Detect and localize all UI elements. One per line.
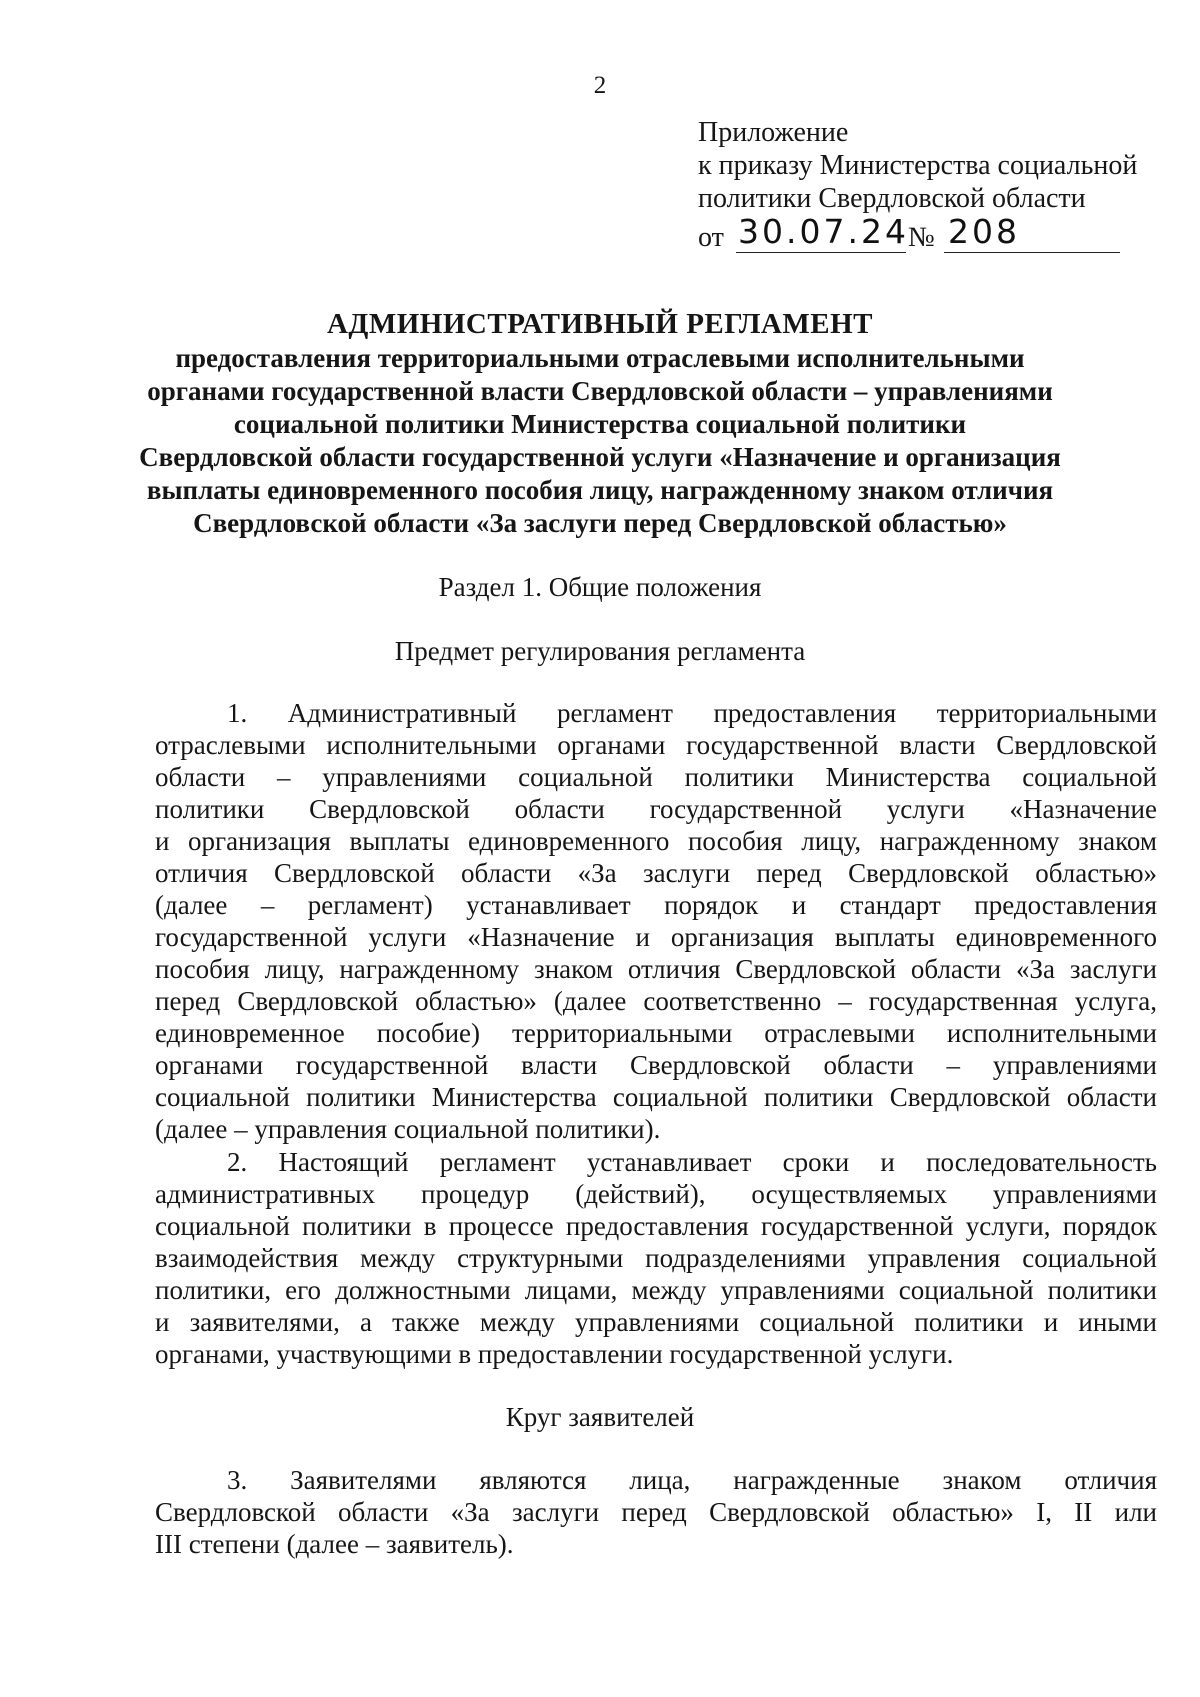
page-number: 2 [593,72,607,99]
paragraph-3 [155,1464,1157,1560]
section-heading: Раздел 1. Общие положения [438,572,762,602]
paragraph-line: социальной политики в процессе предоставления государственной услуги, порядок [155,1211,1157,1241]
paragraph-line: и организация выплаты единовременного пособия лицу, награжденному знаком [155,826,1157,856]
appendix-line-2: к приказу Министерства социальной [698,150,1138,181]
date-underline [736,252,906,253]
title-line: выплаты единовременного пособия лицу, награжденному знаком отличия [146,475,1054,505]
number-sign: № [908,222,935,253]
paragraph-line: (далее – регламент) устанавливает порядок и стандарт предоставления [155,890,1157,920]
paragraph-1 [155,697,1157,1145]
paragraph-line: (далее – управления социальной политики). [155,1114,661,1144]
paragraph-line: отраслевыми исполнительными органами государственной власти Свердловской [155,730,1157,760]
paragraph-2 [155,1146,1157,1370]
subheading-subject: Предмет регулирования регламента [394,636,806,666]
paragraph-line: отличия Свердловской области «За заслуги перед Свердловской областью» [155,858,1157,888]
order-date-line [698,212,1158,255]
paragraph-line: политики Свердловской области государственной услуги «Назначение [155,794,1157,824]
paragraph-line: пособия лицу, награжденному знаком отличия Свердловской области «За заслуги [155,954,1157,984]
subheading-applicants: Круг заявителей [505,1402,695,1432]
paragraph-line: органами, участвующими в предоставлении государственной услуги. [155,1339,954,1369]
paragraph-line: органами государственной власти Свердловской области – управлениями [155,1050,1157,1080]
paragraph-line: и заявителями, а также между управлениями социальной политики и иными [155,1307,1157,1337]
document-title [0,306,1200,540]
paragraph-line: 2. Настоящий регламент устанавливает сроки и последовательность [227,1147,1157,1177]
title-subtitle [0,342,1200,540]
paragraph-line: административных процедур (действий), осуществляемых управлениями [155,1179,1157,1209]
paragraph-line: единовременное пособие) территориальными отраслевыми исполнительными [155,1018,1157,1048]
handwritten-order-number: 208 [948,212,1020,251]
paragraph-line: политики, его должностными лицами, между управлениями социальной политики [155,1275,1157,1305]
paragraph-line: социальной политики Министерства социальной политики Свердловской области [155,1082,1157,1112]
appendix-line-1: Приложение [698,117,849,148]
title-line: социальной политики Министерства социальной политики [233,409,967,439]
title-line: Свердловской области государственной услуги «Назначение и организация [139,442,1061,472]
paragraph-line: 1. Административный регламент предоставления территориальными [227,698,1157,728]
handwritten-date: 30.07.24 [738,212,909,251]
appendix-line-3: политики Свердловской области [698,183,1086,214]
title-line: предоставления территориальными отраслевыми исполнительными [175,343,1025,373]
paragraph-line: Свердловской области «За заслуги перед Свердловской областью» I, II или [155,1497,1157,1527]
title-main: АДМИНИСТРАТИВНЫЙ РЕГЛАМЕНТ [326,308,873,340]
paragraph-line: 3. Заявителями являются лица, награжденные знаком отличия [227,1465,1157,1495]
paragraph-line: III степени (далее – заявитель). [155,1529,514,1559]
appendix-block [698,116,1158,255]
title-line: Свердловской области «За заслуги перед Свердловской областью» [193,508,1007,538]
number-underline [944,252,1120,253]
date-prefix: от [698,222,724,253]
paragraph-line: области – управлениями социальной политики Министерства социальной [155,762,1157,792]
paragraph-line: перед Свердловской областью» (далее соответственно – государственная услуга, [155,986,1157,1016]
paragraph-line: государственной услуги «Назначение и организация выплаты единовременного [155,922,1157,952]
paragraph-line: взаимодействия между структурными подразделениями управления социальной [155,1243,1157,1273]
title-line: органами государственной власти Свердловской области – управлениями [147,376,1053,406]
